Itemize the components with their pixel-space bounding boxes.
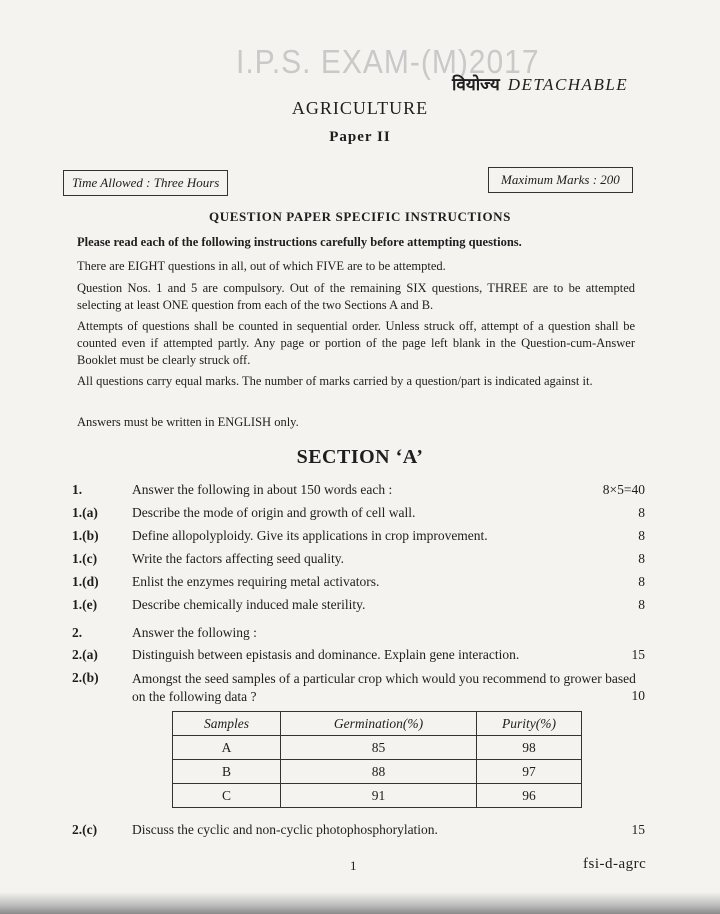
question-marks: 10 <box>631 688 645 703</box>
instruction-item: Answers must be written in ENGLISH only. <box>77 415 299 429</box>
question-number: 2.(c) <box>72 822 98 837</box>
instruction-item: Question Nos. 1 and 5 are compulsory. Out of the remaining SIX questions, THREE are to be attempted selecting at least ONE question from each of the two Sections A and B. <box>77 281 635 312</box>
table-header: Samples <box>173 712 281 736</box>
question-row <box>72 597 645 617</box>
exam-stamp: I.P.S. EXAM-(M)2017 <box>236 44 540 81</box>
question-row <box>72 670 645 708</box>
section-title: SECTION ‘A’ <box>296 446 424 468</box>
question-number: 1.(b) <box>72 528 99 543</box>
question-text: Define allopolyploidy. Give its applications in crop improvement. <box>132 528 488 543</box>
table-cell: B <box>173 760 281 784</box>
subject-title: AGRICULTURE <box>291 98 429 118</box>
table-header-row <box>173 712 582 736</box>
table-cell: A <box>173 736 281 760</box>
seed-samples-table <box>172 711 582 808</box>
question-text: Describe chemically induced male sterility. <box>132 597 366 612</box>
question-row <box>72 505 645 525</box>
instructions-lead: Please read each of the following instructions carefully before attempting questions. <box>77 235 522 249</box>
table-row <box>173 784 582 808</box>
instruction-item: All questions carry equal marks. The number of marks carried by a question/part is indicated against it. <box>77 374 593 388</box>
question-number: 2. <box>72 625 83 640</box>
table-cell: 96 <box>477 784 582 808</box>
question-marks: 8×5=40 <box>602 482 645 497</box>
question-marks: 8 <box>638 505 645 520</box>
table-cell: 91 <box>281 784 477 808</box>
question-text: Distinguish between epistasis and dominance. Explain gene interaction. <box>132 647 520 662</box>
question-row <box>72 551 645 571</box>
question-row <box>72 822 645 842</box>
question-text: Amongst the seed samples of a particular crop which would you recommend to grower based on the following data ? <box>132 671 636 704</box>
question-text: Discuss the cyclic and non-cyclic photophosphorylation. <box>132 822 438 837</box>
question-number: 2.(a) <box>72 647 98 662</box>
detachable-hindi: वियोज्य <box>452 75 500 94</box>
instruction-item: Attempts of questions shall be counted in sequential order. Unless struck off, attempt of a question shall be counted even if attempted partly. Any page or portion of the page left blank in the Question-cum-Answer Booklet must be clearly struck off. <box>77 319 635 367</box>
question-marks: 15 <box>631 822 645 837</box>
question-marks: 8 <box>638 528 645 543</box>
question-number: 1.(a) <box>72 505 98 520</box>
table-header: Germination(%) <box>281 712 477 736</box>
question-number: 1.(c) <box>72 551 98 566</box>
question-number: 2.(b) <box>72 670 99 685</box>
instruction-item: There are EIGHT questions in all, out of which FIVE are to be attempted. <box>77 259 446 273</box>
paper-code: fsi-d-agrc <box>583 856 647 872</box>
question-text: Enlist the enzymes requiring metal activators. <box>132 574 380 589</box>
question-text: Describe the mode of origin and growth of cell wall. <box>132 505 416 520</box>
question-number: 1.(e) <box>72 597 98 612</box>
table-cell: 88 <box>281 760 477 784</box>
scan-edge-shadow <box>0 892 720 914</box>
table-row <box>173 736 582 760</box>
table-cell: 98 <box>477 736 582 760</box>
table-row <box>173 760 582 784</box>
question-row <box>72 647 645 667</box>
question-text: Answer the following : <box>132 625 257 640</box>
page-number: 1 <box>350 858 357 873</box>
detachable-label <box>452 72 628 95</box>
table-cell: 85 <box>281 736 477 760</box>
max-marks-box: Maximum Marks : 200 <box>488 167 633 193</box>
question-number: 1. <box>72 482 83 497</box>
question-text: Answer the following in about 150 words each : <box>132 482 393 497</box>
detachable-english: DETACHABLE <box>507 75 629 94</box>
question-text: Write the factors affecting seed quality. <box>132 551 344 566</box>
table-cell: C <box>173 784 281 808</box>
paper-title: Paper II <box>329 129 391 145</box>
question-row <box>72 574 645 594</box>
question-number: 1.(d) <box>72 574 99 589</box>
question-marks: 8 <box>638 551 645 566</box>
question-row <box>72 528 645 548</box>
question-row <box>72 625 645 645</box>
question-row <box>72 482 645 502</box>
table-cell: 97 <box>477 760 582 784</box>
instructions-heading: QUESTION PAPER SPECIFIC INSTRUCTIONS <box>209 209 511 224</box>
table-header: Purity(%) <box>477 712 582 736</box>
question-marks: 8 <box>638 574 645 589</box>
question-marks: 8 <box>638 597 645 612</box>
time-allowed-box: Time Allowed : Three Hours <box>63 170 228 196</box>
question-marks: 15 <box>631 647 645 662</box>
